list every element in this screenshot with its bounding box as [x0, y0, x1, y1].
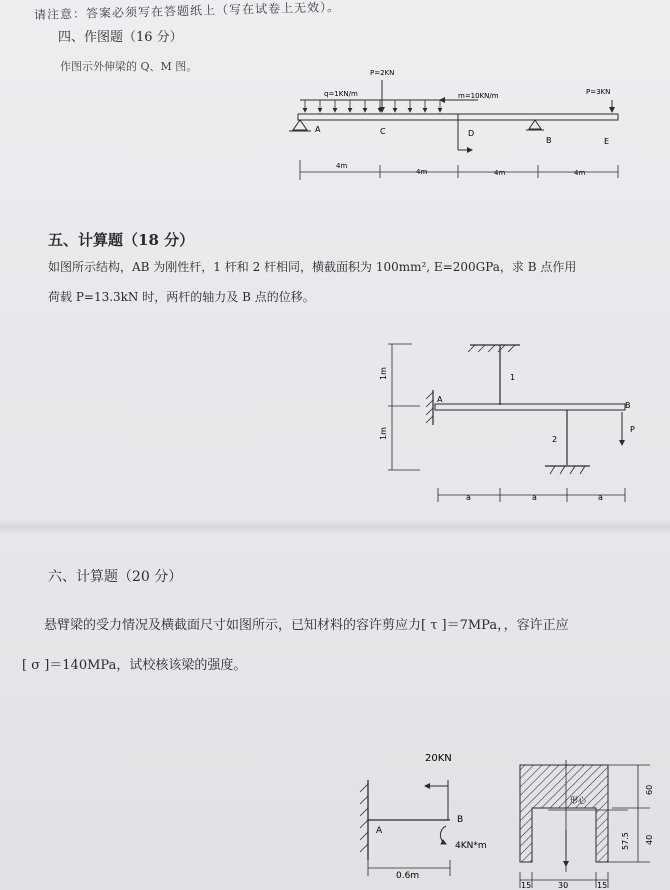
- p-load-label: P=2KN: [370, 69, 395, 77]
- section5-question-line1: 如图所示结构，AB 为刚性杆，1 杆和 2 杆相同，横截面积为 100mm², E=200GPa，求 B 点作用: [48, 260, 577, 274]
- span-a3: a: [598, 493, 603, 502]
- span-1: 4m: [336, 162, 348, 170]
- m-load-label: m=10KN/m: [458, 92, 499, 100]
- span-a1: a: [466, 493, 471, 502]
- label-a: A: [437, 395, 443, 404]
- cantilever-label-a: A: [376, 826, 383, 836]
- rod1-label: 1: [510, 373, 516, 382]
- height-bottom: 1m: [379, 427, 388, 440]
- point-e: E: [604, 137, 610, 146]
- dim-15-right: 15: [597, 881, 608, 890]
- dim-57-5: 57.5: [621, 832, 630, 850]
- centroid-label: 形心: [570, 796, 586, 805]
- span-2: 4m: [416, 168, 428, 176]
- dim-40: 40: [645, 834, 654, 845]
- length-label: 0.6m: [396, 871, 420, 881]
- dim-30: 30: [558, 881, 569, 890]
- force-label: 20KN: [425, 753, 452, 764]
- span-a2: a: [532, 493, 537, 502]
- dim-60: 60: [645, 784, 654, 795]
- cantilever-label-b: B: [457, 815, 464, 825]
- section4-heading: 四、作图题（16 分）: [58, 30, 183, 45]
- dim-15-left: 15: [521, 881, 532, 890]
- section5-heading: 五、计算题（18 分）: [48, 231, 195, 249]
- p-right-label: P=3KN: [586, 88, 611, 96]
- q-load-label: q=1KN/m: [324, 90, 358, 98]
- label-b: B: [625, 401, 631, 410]
- point-b: B: [546, 136, 552, 145]
- section6-question-line2: [ σ ]＝140MPa，试校核该梁的强度。: [22, 658, 247, 673]
- rod2-label: 2: [552, 435, 558, 444]
- section6-heading: 六、计算题（20 分）: [48, 569, 183, 585]
- section6-question-line1: 悬臂梁的受力情况及横截面尺寸如图所示，已知材料的容许剪应力[ τ ]＝7MPa，，容许正应: [44, 618, 569, 633]
- section4-question: 作图示外伸梁的 Q、M 图。: [60, 60, 198, 73]
- point-d: D: [468, 129, 475, 138]
- height-top: 1m: [379, 367, 388, 380]
- moment-label: 4KN*m: [455, 841, 487, 851]
- label-p: P: [630, 425, 635, 434]
- span-4: 4m: [574, 169, 586, 177]
- point-c: C: [380, 127, 386, 136]
- section5-question-line2: 荷载 P=13.3kN 时，两杆的轴力及 B 点的位移。: [48, 290, 315, 304]
- span-3: 4m: [494, 169, 506, 177]
- answer-notice: 请注意：答案必须写在答题纸上（写在试卷上无效）。: [33, 0, 341, 23]
- point-a: A: [315, 125, 321, 134]
